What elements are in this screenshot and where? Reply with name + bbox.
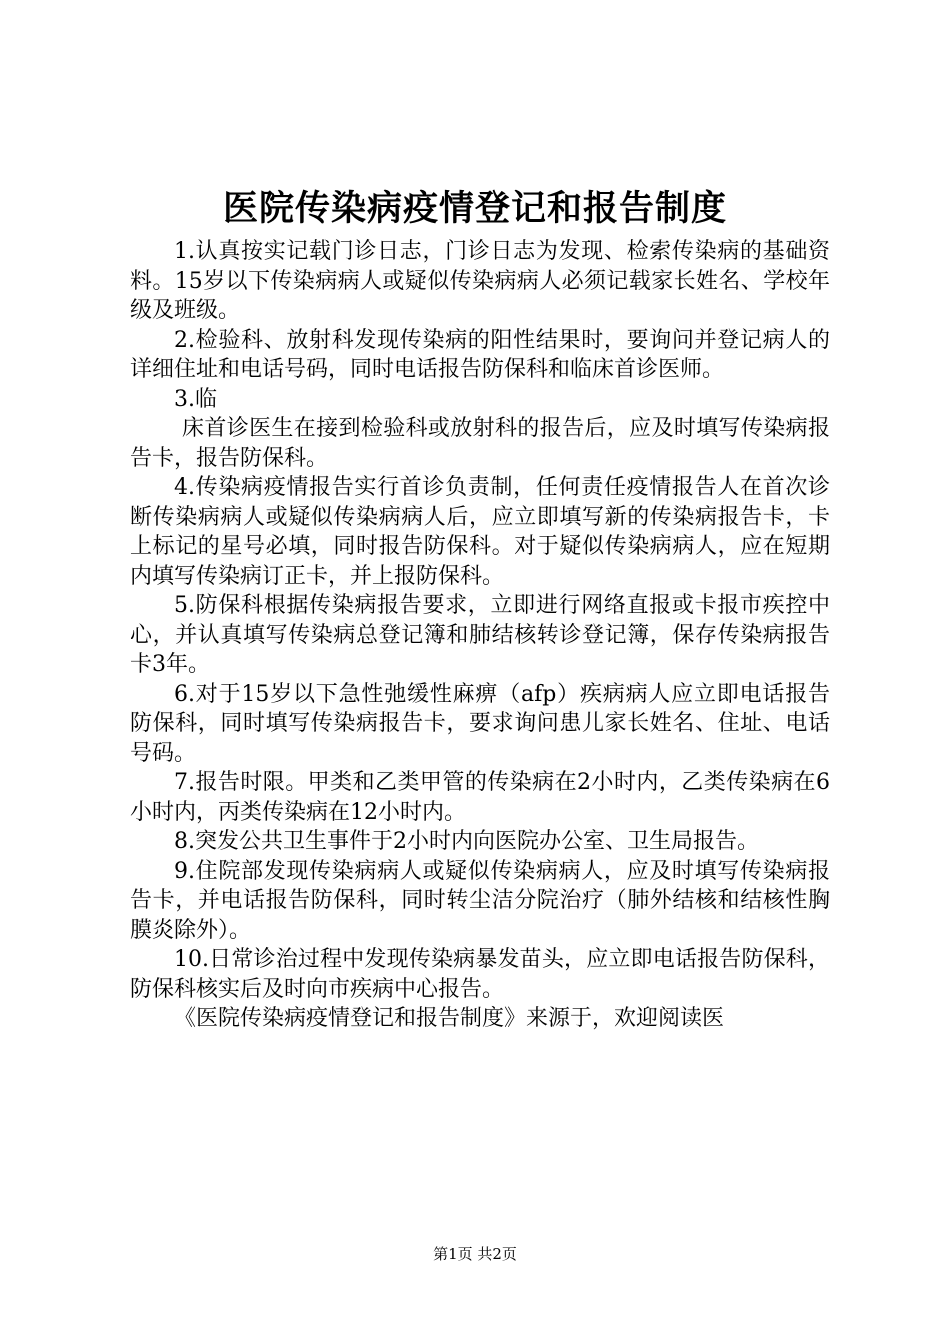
paragraph-8: 8.突发公共卫生事件于2小时内向医院办公室、卫生局报告。 <box>174 829 759 854</box>
paragraph-1: 1.认真按实记载门诊日志，门诊日志为发现、检索传染病的基础资料。15岁以下传染病病人或疑似传染病病人必须记载家长姓名、学校年级及班级。 <box>130 239 830 323</box>
paragraph-5: 5.防保科根据传染病报告要求，立即进行网络直报或卡报市疾控中心，并认真填写传染病总登记簿和肺结核转诊登记簿，保存传染病报告卡3年。 <box>130 593 830 677</box>
paragraph-2: 2.检验科、放射科发现传染病的阳性结果时，要询问并登记病人的详细住址和电话号码，同时电话报告防保科和临床首诊医师。 <box>130 327 830 382</box>
page-number-footer: 第1页 共2页 <box>433 1245 517 1263</box>
document-title: 医院传染病疫情登记和报告制度 <box>222 188 727 229</box>
document-body <box>130 237 830 1034</box>
paragraph-7: 7.报告时限。甲类和乙类甲管的传染病在2小时内，乙类传染病在6小时内，丙类传染病在12小时内。 <box>130 770 830 825</box>
paragraph-9: 9.住院部发现传染病病人或疑似传染病病人，应及时填写传染病报告卡，并电话报告防保科，同时转尘洁分院治疗（肺外结核和结核性胸膜炎除外）。 <box>130 858 830 943</box>
paragraph-3-head: 3.临 <box>174 386 217 412</box>
paragraph-3-tail: 床首诊医生在接到检验科或放射科的报告后，应及时填写传染病报告卡，报告防保科。 <box>130 416 830 471</box>
paragraph-6: 6.对于15岁以下急性弛缓性麻痹（afp）疾病病人应立即电话报告防保科，同时填写传染病报告卡，要求询问患儿家长姓名、住址、电话号码。 <box>130 681 830 766</box>
paragraph-10: 10.日常诊治过程中发现传染病暴发苗头，应立即电话报告防保科，防保科核实后及时向市疾病中心报告。 <box>130 947 830 1002</box>
paragraph-4: 4.传染病疫情报告实行首诊负责制，任何责任疫情报告人在首次诊断传染病病人或疑似传染病病人后，应立即填写新的传染病报告卡，卡上标记的星号必填，同时报告防保科。对于疑似传染病病人，应在短期内填写传染病订正卡，并上报防保科。 <box>130 475 830 589</box>
source-note: 《医院传染病疫情登记和报告制度》来源于，欢迎阅读医 <box>174 1006 725 1031</box>
